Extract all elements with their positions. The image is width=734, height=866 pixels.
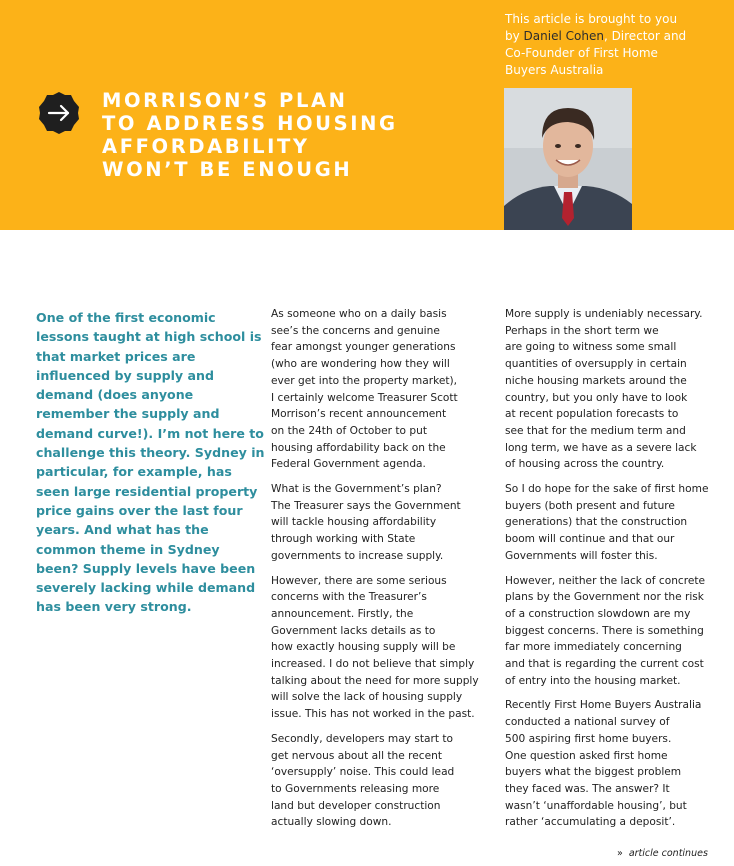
byline-role: , Director and <box>603 29 687 43</box>
text-line: generations) that the construction <box>505 516 688 529</box>
text-line: and that is regarding the current cost <box>505 658 704 671</box>
lead-line: been? Supply levels have been <box>36 560 256 576</box>
byline-line: Co-Founder of First Home <box>505 46 658 60</box>
text-line: how exactly housing supply will be <box>271 641 456 654</box>
text-line: see’s the concerns and genuine <box>271 324 440 337</box>
text-line: What is the Government’s plan? <box>271 483 442 496</box>
text-line: increased. I do not believe that simply <box>271 658 475 671</box>
text-line: will solve the lack of housing supply <box>271 691 463 704</box>
text-line: are going to witness some small <box>505 341 677 354</box>
text-line: The Treasurer says the Government <box>271 499 461 512</box>
text-line: More supply is undeniably necessary. <box>505 308 703 320</box>
text-line: One question asked first home <box>505 749 668 762</box>
lead-line: One of the first economic <box>36 310 216 325</box>
text-line: get nervous about all the recent <box>271 749 442 762</box>
headline-line: AFFORDABILITY <box>102 135 310 158</box>
body-paragraph <box>271 731 479 831</box>
text-line: see that for the medium term and <box>505 424 686 437</box>
text-line: through working with State <box>271 533 416 546</box>
body-paragraph <box>271 306 479 473</box>
text-line: quantities of oversupply in certain <box>505 358 687 371</box>
text-line: ever get into the property market), <box>271 374 458 387</box>
text-line: fear amongst younger generations <box>271 341 456 354</box>
lead-line: price gains over the last four <box>36 502 243 518</box>
text-line: ‘oversupply’ noise. This could lead <box>271 766 455 779</box>
article-continues-label: article continues <box>628 848 708 859</box>
lead-line: influenced by supply and <box>36 367 214 383</box>
lead-line: has been very strong. <box>36 599 192 615</box>
lead-line: seen large residential property <box>36 483 258 499</box>
body-paragraph <box>505 573 708 690</box>
headline-line: MORRISON’S PLAN <box>102 89 348 112</box>
headline-line: TO ADDRESS HOUSING <box>102 112 398 135</box>
text-line: boom will continue and that our <box>505 533 675 546</box>
lead-line: years. And what has the <box>36 522 209 538</box>
text-line: talking about the need for more supply <box>271 674 479 687</box>
text-line: housing affordability back on the <box>271 441 446 454</box>
text-line: 500 aspiring first home buyers. <box>505 732 672 745</box>
lead-line: particular, for example, has <box>36 464 232 480</box>
body-column-right <box>505 306 708 839</box>
text-line: governments to increase supply. <box>271 549 444 562</box>
text-line: Secondly, developers may start to <box>271 732 453 745</box>
text-line: will tackle housing affordability <box>271 516 437 529</box>
text-line: concerns with the Treasurer’s <box>271 591 427 604</box>
text-line: of a construction slowdown are my <box>505 607 691 620</box>
headline-line: WON’T BE ENOUGH <box>102 158 353 181</box>
text-line: biggest concerns. There is something <box>505 624 704 637</box>
text-line: Perhaps in the short term we <box>505 324 659 337</box>
text-line: country, but you only have to look <box>505 391 688 404</box>
text-line: Governments will foster this. <box>505 549 658 562</box>
lead-paragraph <box>36 308 264 625</box>
text-line: buyers what the biggest problem <box>505 766 682 779</box>
header-banner <box>0 0 734 230</box>
text-line: actually slowing down. <box>271 816 392 829</box>
body-column-middle <box>271 306 479 839</box>
body-paragraph <box>505 306 708 473</box>
byline <box>505 11 720 79</box>
lead-line: challenge this theory. Sydney in <box>36 445 265 461</box>
text-line: rather ‘accumulating a deposit’. <box>505 816 676 829</box>
text-line: Morrison’s recent announcement <box>271 408 447 421</box>
lead-line: lessons taught at high school is <box>36 329 262 345</box>
text-line: of entry into the housing market. <box>505 674 681 687</box>
text-line: to Governments releasing more <box>271 782 440 795</box>
text-line: So I do hope for the sake of first home <box>505 483 709 496</box>
text-line: at recent population forecasts to <box>505 408 679 421</box>
author-name: Daniel Cohen <box>523 29 604 43</box>
text-line: they faced was. The answer? It <box>505 782 670 795</box>
byline-line <box>505 28 720 45</box>
text-line: (who are wondering how they will <box>271 358 450 371</box>
text-line: I certainly welcome Treasurer Scott <box>271 391 458 404</box>
text-line: on the 24th of October to put <box>271 424 427 437</box>
article-headline <box>102 89 432 181</box>
text-line: issue. This has not worked in the past. <box>271 708 475 721</box>
text-line: Federal Government agenda. <box>271 458 426 471</box>
byline-line: Buyers Australia <box>505 63 604 77</box>
text-line: As someone who on a daily basis <box>271 308 447 320</box>
text-line: of housing across the country. <box>505 458 665 471</box>
body-paragraph <box>271 481 479 565</box>
lead-line: remember the supply and <box>36 406 220 422</box>
lead-line: demand (does anyone <box>36 387 194 403</box>
body-paragraph <box>271 573 479 723</box>
body-paragraph <box>505 697 708 831</box>
text-line: buyers (both present and future <box>505 499 675 512</box>
arrow-right-icon <box>37 91 81 135</box>
text-line: conducted a national survey of <box>505 716 670 729</box>
lead-line: that market prices are <box>36 348 196 364</box>
text-line: niche housing markets around the <box>505 374 687 387</box>
text-line: long term, we have as a severe lack <box>505 441 697 454</box>
article-continues-link[interactable] <box>617 848 708 859</box>
text-line: However, neither the lack of concrete <box>505 574 706 587</box>
lead-line: common theme in Sydney <box>36 541 220 557</box>
byline-by: by <box>505 29 524 43</box>
text-line: plans by the Government nor the risk <box>505 591 704 604</box>
text-line: Recently First Home Buyers Australia <box>505 699 702 712</box>
author-portrait <box>504 88 632 230</box>
text-line: announcement. Firstly, the <box>271 607 414 620</box>
lead-line: severely lacking while demand <box>36 580 256 596</box>
text-line: However, there are some serious <box>271 574 447 587</box>
text-line: Government lacks details as to <box>271 624 436 637</box>
text-line: land but developer construction <box>271 799 441 812</box>
text-line: far more immediately concerning <box>505 641 682 654</box>
lead-line: demand curve!). I’m not here to <box>36 425 264 441</box>
byline-line: This article is brought to you <box>505 12 678 26</box>
text-line: wasn’t ‘unaffordable housing’, but <box>505 799 687 812</box>
double-chevron-icon: » <box>617 848 623 859</box>
body-paragraph <box>505 481 708 565</box>
